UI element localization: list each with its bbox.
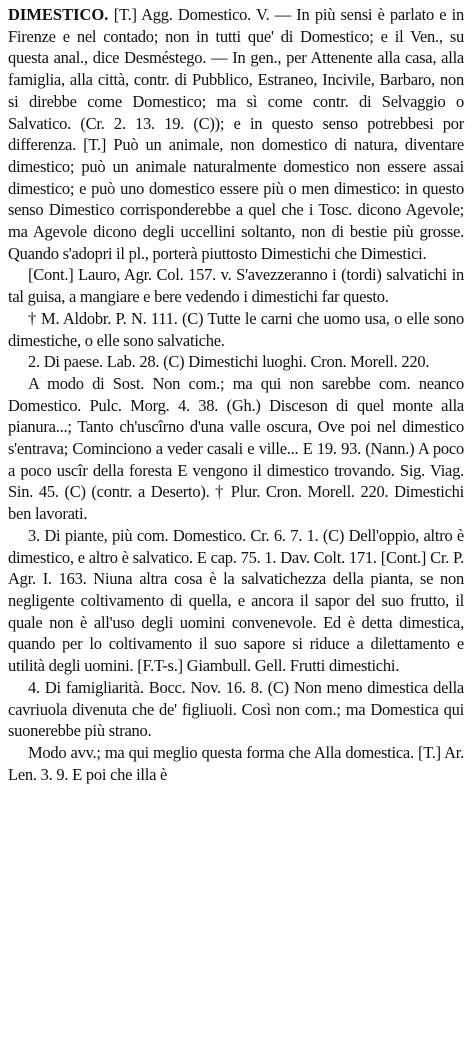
entry-paragraph-modo-avv: Modo avv.; ma qui meglio questa forma che Alla domestica. [T.] Ar. Len. 3. 9. E poi che illa è <box>8 742 464 784</box>
entry-paragraph-main-text: [T.] Agg. Domestico. V. — In più sensi è parlato e in Firenze e nel contado; non in tutti que' di Domestico; e il Ven., su questa anal., dice Desméstego. — In gen., per Attenente alla casa, alla famiglia, alla città, contr. di Pubblico, Estraneo, Incivile, Barbaro, non si direbbe come Domestico; ma sì come contr. di Selvaggio o Salvatico. (Cr. 2. 13. 19. (C)); e in questo senso potrebbesi por differenza. [T.] Può un animale, non domestico di natura, diventare dimestico; può un animale naturalmente domestico non essere assai dimestico; e può uno domestico essere più o men dimestico: in questo senso Dimestico corrisponderebbe a quel che i Tosc. dicono Agevole; ma Agevole dicono degli uccellini soltanto, non di bestie più grosse. Quando s'adopri il pl., porterà piuttosto Dimestichi che Dimestici. <box>8 5 465 263</box>
entry-paragraph-main <box>8 4 464 264</box>
entry-paragraph-sense-3: 3. Di piante, più com. Domestico. Cr. 6. 7. 1. (C) Dell'oppio, altro è dimestico, e altro è salvatico. E cap. 75. 1. Dav. Colt. 171. [Cont.] Cr. P. Agr. I. 163. Niuna altra cosa è la salvatichezza della pianta, se non negligente coltivamento di quella, e ancora il sapor del suo frutto, il quale non è all'uso degli uomini convenevole. Ed è detta dimestica, quando per lo coltivamento il suo sapore si riduce a dilettamento e utilità degli uomini. [F.T-s.] Giambull. Gell. Frutti dimestichi. <box>8 525 464 676</box>
entry-paragraph-sense-2: 2. Di paese. Lab. 28. (C) Dimestichi luoghi. Cron. Morell. 220. <box>28 352 430 372</box>
entry-paragraph-sost: A modo di Sost. Non com.; ma qui non sarebbe com. neanco Domestico. Pulc. Morg. 4. 38. (Gh.) Disceson di quel monte alla pianura...; Tanto ch'uscîrno d'una valle oscura, Ove poi nel dimestico s'entrava; Cominciono a veder casali e ville... E 19. 93. (Nann.) A poco a poco uscîr della foresta E vengono il dimestico trovando. Sig. Viag. Sin. 45. (C) (contr. a Deserto). † Plur. Cron. Morell. 220. Dimestichi ben lavorati. <box>8 373 464 524</box>
entry-paragraph-lauro: [Cont.] Lauro, Agr. Col. 157. v. S'avezzeranno i (tordi) salvatichi in tal guisa, a mangiare e bere vedendo i dimestichi far questo. <box>8 265 464 307</box>
entry-paragraph-aldobr: † M. Aldobr. P. N. 111. (C) Tutte le carni che uomo usa, o elle sono dimestiche, o elle sono salvatiche. <box>8 308 464 350</box>
entry-paragraph-sense-4: 4. Di famigliarità. Bocc. Nov. 16. 8. (C) Non meno dimestica della cavriuola divenuta che de' figliuoli. Così non com.; ma Domestica qui suonerebbe più strano. <box>8 677 464 741</box>
entry-headword: DIMESTICO. <box>8 5 109 24</box>
